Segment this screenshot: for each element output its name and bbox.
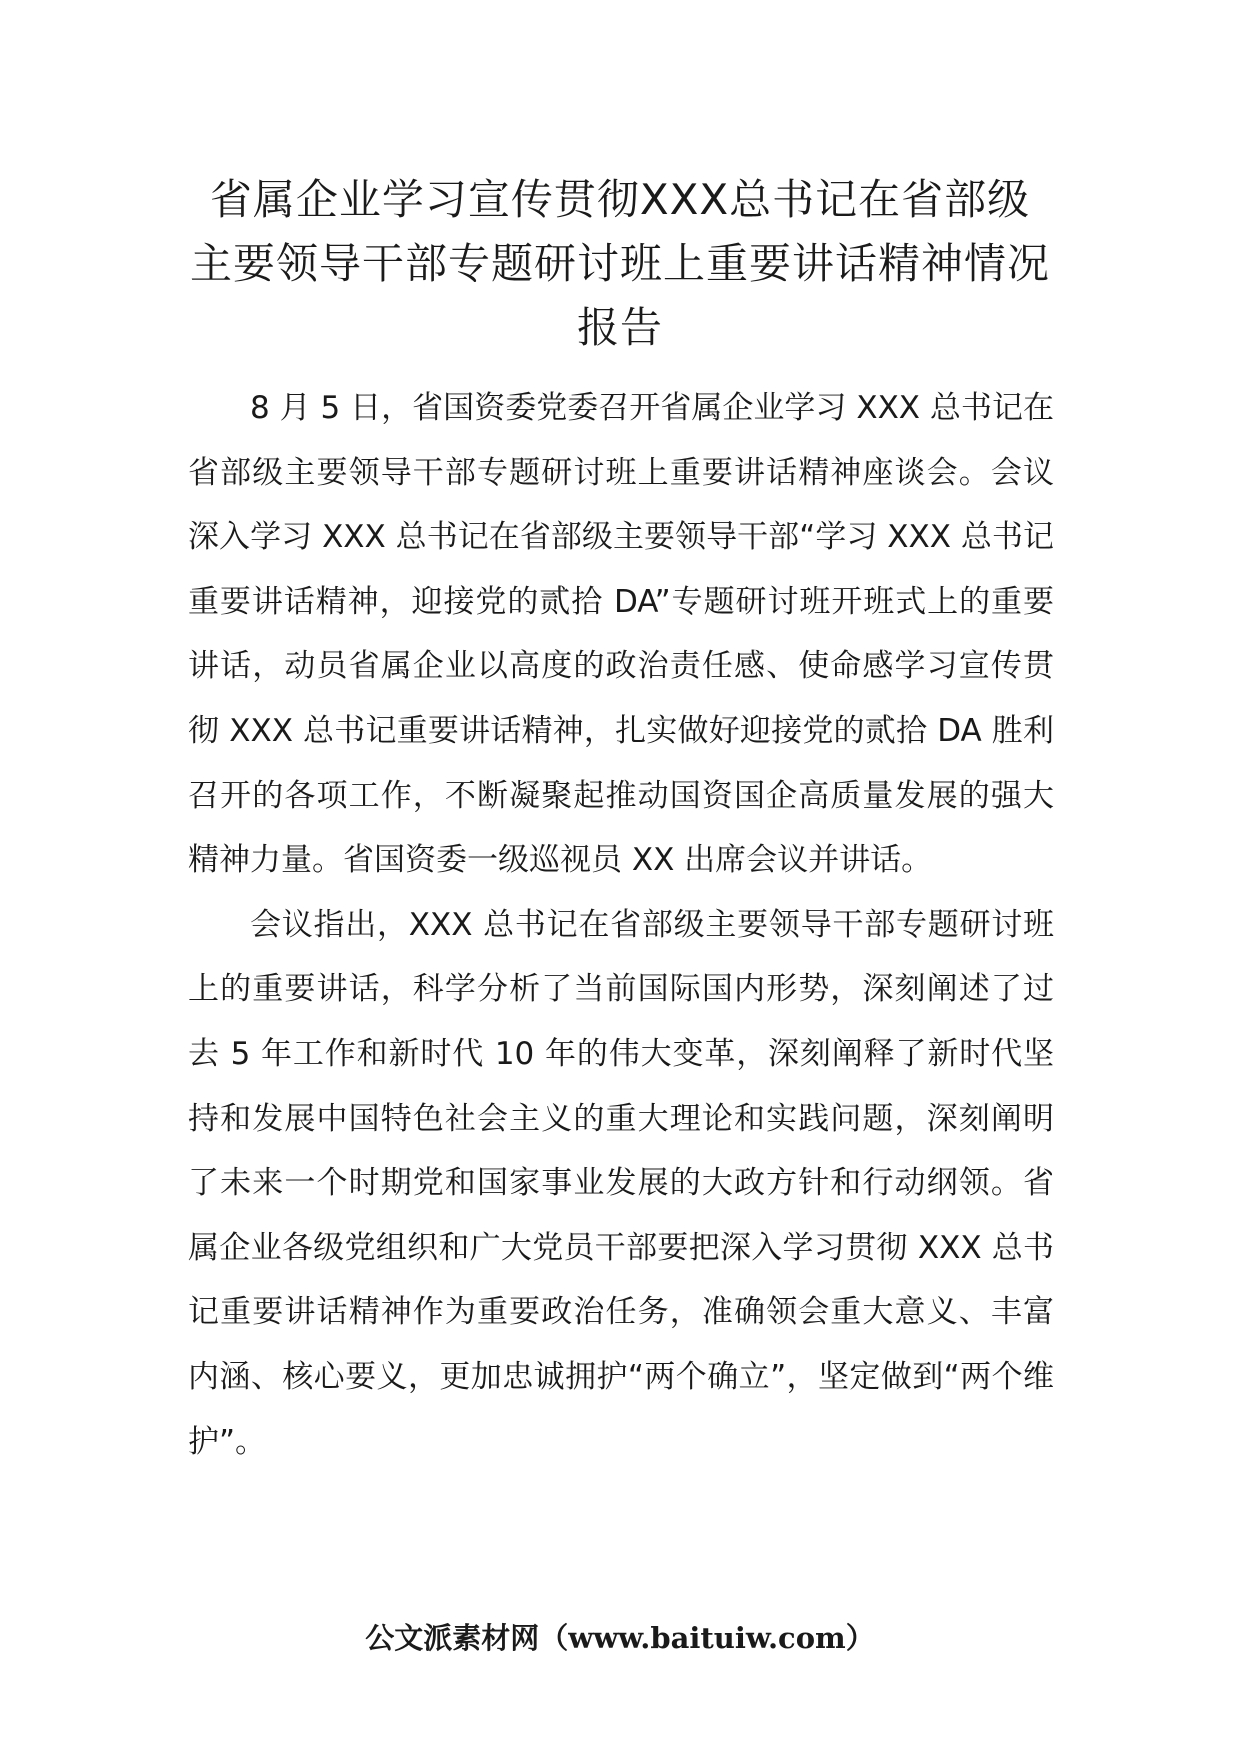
document-title: 省属企业学习宣传贯彻XXX总书记在省部级主要领导干部专题研讨班上重要讲话精神情况报告 <box>190 175 1051 352</box>
paragraph-2: 会议指出，XXX 总书记在省部级主要领导干部专题研讨班上的重要讲话，科学分析了当前国际国内形势，深刻阐述了过去 5 年工作和新时代 10 年的伟大变革，深刻阐释了新时代坚持和发展中国特色社会主义的重大理论和实践问题，深刻阐明了未来一个时期党和国家事业发展的大政方针和行动纲领。省属企业各级党组织和广大党员干部要把深入学习贯彻 XXX 总书记重要讲话精神作为重要政治任务，准确领会重大意义、丰富内涵、核心要义，更加忠诚拥护“两个确立”，坚定做到“两个维护”。 <box>188 906 1054 1460</box>
footer-source-text: 公文派素材网（www.baituiw.com） <box>365 1621 875 1655</box>
document-body <box>188 376 1054 1474</box>
paragraph-1: 8 月 5 日，省国资委党委召开省属企业学习 XXX 总书记在省部级主要领导干部专题研讨班上重要讲话精神座谈会。会议深入学习 XXX 总书记在省部级主要领导干部“学习 XXX 总书记重要讲话精神，迎接党的贰拾 DA”专题研讨班开班式上的重要讲话，动员省属企业以高度的政治责任感、使命感学习宣传贯彻 XXX 总书记重要讲话精神，扎实做好迎接党的贰拾 DA 胜利召开的各项工作，不断凝聚起推动国资国企高质量发展的强大精神力量。省国资委一级巡视员 XX 出席会议并讲话。 <box>188 390 1054 879</box>
